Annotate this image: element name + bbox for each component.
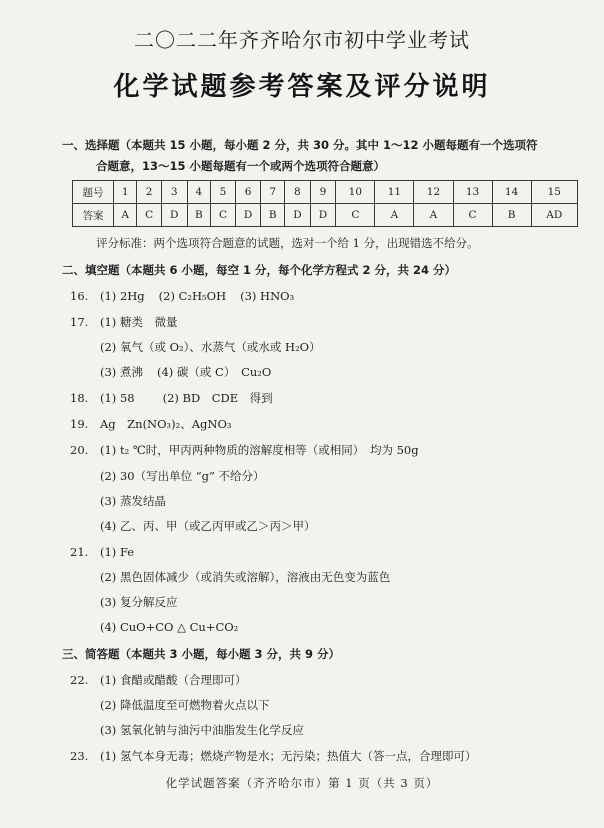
answer-text: (1) 糖类 微量 xyxy=(100,315,178,329)
question-16 xyxy=(70,288,294,304)
table-cell: D xyxy=(161,204,187,227)
table-cell: A xyxy=(375,204,414,227)
table-row-numbers xyxy=(73,181,578,204)
question-number: 16. xyxy=(70,289,89,303)
table-cell: 14 xyxy=(492,181,531,204)
answer-text: Ag Zn(NO₃)₂、AgNO₃ xyxy=(100,417,232,431)
row-label-numbers: 题号 xyxy=(73,181,114,204)
question-23 xyxy=(70,748,476,764)
answer-line: (3) 氢氧化钠与油污中油脂发生化学反应 xyxy=(100,723,304,737)
question-number: 18. xyxy=(70,391,89,405)
answer-text: (4) 碳（或 C） Cu₂O xyxy=(156,365,272,379)
table-cell: 9 xyxy=(310,181,336,204)
table-cell: D xyxy=(235,204,261,227)
answer-line: (2) 氧气（或 O₂）、水蒸气（或水或 H₂O） xyxy=(100,340,321,354)
question-20 xyxy=(70,442,419,458)
question-17 xyxy=(70,314,177,330)
section2-heading: 二、填空题（本题共 6 小题，每空 1 分，每个化学方程式 2 分，共 24 分） xyxy=(62,263,457,277)
table-cell: 15 xyxy=(531,181,577,204)
question-22 xyxy=(70,672,246,688)
row-label-answers: 答案 xyxy=(73,204,114,227)
exam-title: 二〇二二年齐齐哈尔市初中学业考试 xyxy=(134,28,470,52)
answer-text: (1) 氢气本身无毒；燃烧产物是水；无污染；热值大（答一点，合理即可） xyxy=(100,749,477,763)
question-21 xyxy=(70,544,134,560)
answer-text: (1) Fe xyxy=(100,545,135,559)
table-cell: 10 xyxy=(336,181,375,204)
answer-text: (1) 58 xyxy=(100,391,135,405)
table-cell: C xyxy=(453,204,492,227)
table-cell: A xyxy=(114,204,137,227)
table-cell: 13 xyxy=(453,181,492,204)
answer-line: (3) 蒸发结晶 xyxy=(100,494,166,508)
question-number: 20. xyxy=(70,443,89,457)
table-cell: 4 xyxy=(187,181,211,204)
table-cell: AD xyxy=(531,204,577,227)
table-cell: 3 xyxy=(161,181,187,204)
answer-text: (1) t₂ ℃时，甲丙两种物质的溶解度相等（或相同） 均为 50g xyxy=(100,443,419,457)
table-cell: 7 xyxy=(261,181,285,204)
answer-text: (2) BD CDE 得到 xyxy=(162,391,273,405)
table-cell: B xyxy=(492,204,531,227)
table-cell: 6 xyxy=(235,181,261,204)
table-cell: C xyxy=(336,204,375,227)
table-cell: 11 xyxy=(375,181,414,204)
answer-line: (2) 30（写出单位 “g” 不给分） xyxy=(100,469,265,483)
answer-text: (1) 2Hg xyxy=(100,289,145,303)
question-18 xyxy=(70,390,273,406)
question-number: 23. xyxy=(70,749,89,763)
answer-text: (1) 食醋或醋酸（合理即可） xyxy=(100,673,247,687)
table-row-answers xyxy=(73,204,578,227)
document-title: 化学试题参考答案及评分说明 xyxy=(113,72,491,102)
question-number: 21. xyxy=(70,545,89,559)
question-19 xyxy=(70,416,232,432)
page-footer: 化学试题答案（齐齐哈尔市）第 1 页（共 3 页） xyxy=(165,776,439,790)
answer-line: (4) 乙、丙、甲（或乙丙甲或乙＞丙＞甲） xyxy=(100,519,316,533)
answer-line: (4) CuO+CO △ Cu+CO₂ xyxy=(100,620,239,634)
table-cell: 8 xyxy=(285,181,311,204)
answer-text: (2) C₂H₅OH xyxy=(158,289,227,303)
answer-text: (3) HNO₃ xyxy=(240,289,295,303)
table-cell: A xyxy=(414,204,453,227)
question-number: 17. xyxy=(70,315,89,329)
section1-heading-line2: 合题意，13～15 小题每题有一个或两个选项符合题意） xyxy=(96,159,386,173)
scoring-note: 评分标准：两个选项符合题意的试题，选对一个给 1 分，出现错选不给分。 xyxy=(96,236,479,250)
table-cell: B xyxy=(187,204,211,227)
answer-line: (3) 复分解反应 xyxy=(100,595,178,609)
table-cell: 5 xyxy=(211,181,236,204)
answer-line xyxy=(100,364,271,380)
answer-table xyxy=(72,180,578,227)
table-cell: C xyxy=(211,204,236,227)
question-number: 19. xyxy=(70,417,89,431)
table-cell: 2 xyxy=(137,181,162,204)
table-cell: 1 xyxy=(114,181,137,204)
table-cell: C xyxy=(137,204,162,227)
answer-line: (2) 降低温度至可燃物着火点以下 xyxy=(100,698,270,712)
table-cell: D xyxy=(285,204,311,227)
table-cell: D xyxy=(310,204,336,227)
table-cell: B xyxy=(261,204,285,227)
answer-line: (2) 黑色固体减少（或消失或溶解），溶液由无色变为蓝色 xyxy=(100,570,391,584)
table-cell: 12 xyxy=(414,181,453,204)
section3-heading: 三、简答题（本题共 3 小题，每小题 3 分，共 9 分） xyxy=(62,647,341,661)
question-number: 22. xyxy=(70,673,89,687)
answer-text: (3) 煮沸 xyxy=(100,365,143,379)
section1-heading-line1: 一、选择题（本题共 15 小题，每小题 2 分，共 30 分。其中 1～12 小题每题有一个选项符 xyxy=(62,138,538,152)
